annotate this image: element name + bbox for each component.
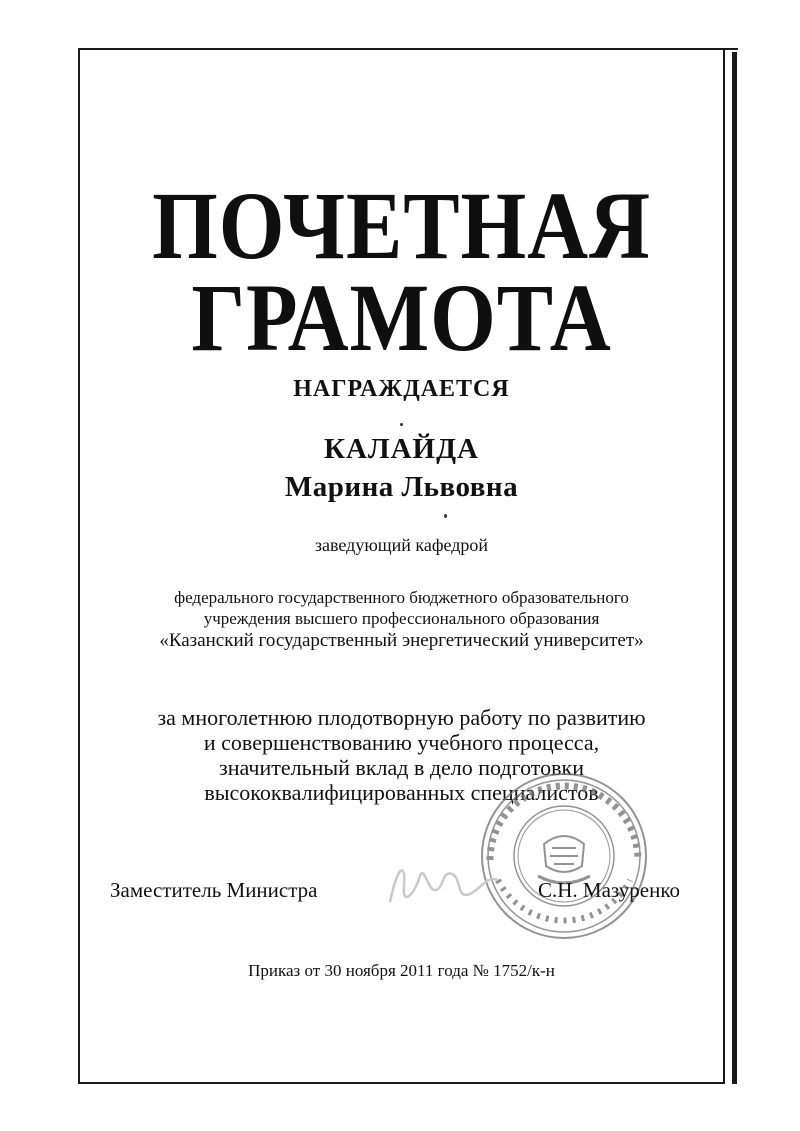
merit-line: высококвалифицированных специалистов <box>204 780 599 805</box>
organization-line: учреждения высшего профессионального образования <box>203 609 600 628</box>
handwritten-signature <box>384 856 504 916</box>
signatory-name: С.Н. Мазуренко <box>538 878 680 902</box>
scan-speck <box>400 423 403 426</box>
organization-name: «Казанский государственный энергетический университет» <box>159 630 644 651</box>
recipient-given-names: Марина Львовна <box>284 471 519 503</box>
scan-speck <box>444 514 447 518</box>
order-reference: Приказ от 30 ноября 2011 года № 1752/к-н <box>248 961 555 980</box>
merit-line: за многолетнюю плодотворную работу по развитию <box>157 705 646 730</box>
certificate-title-line2: ГРАМОТА <box>191 264 612 371</box>
frame-right-scan-edge <box>732 52 737 1084</box>
frame-left-border <box>78 48 80 1083</box>
organization-block <box>80 587 723 653</box>
frame-right-border <box>723 48 725 1084</box>
organization-line: федерального государственного бюджетного образовательного <box>174 588 629 607</box>
awarded-heading: НАГРАЖДАЕТСЯ <box>293 376 510 402</box>
certificate-title-line1: ПОЧЕТНАЯ <box>152 172 651 279</box>
merit-line: и совершенствованию учебного процесса, <box>203 730 600 755</box>
recipient-surname: КАЛАЙДА <box>324 433 479 465</box>
frame-top-border <box>78 48 738 50</box>
frame-bottom-border <box>78 1082 724 1084</box>
recipient-position: заведующий кафедрой <box>314 535 489 555</box>
merit-line: значительный вклад в дело подготовки <box>219 755 584 780</box>
signatory-title: Заместитель Министра <box>110 878 318 902</box>
